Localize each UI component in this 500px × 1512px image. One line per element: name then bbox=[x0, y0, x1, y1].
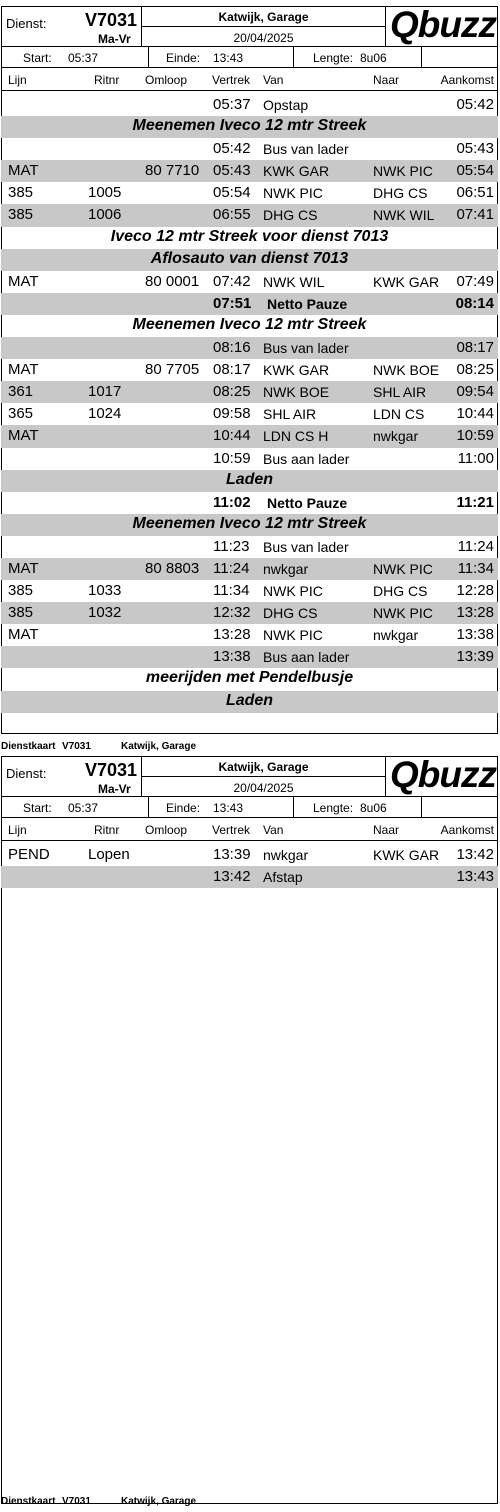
schedule-row bbox=[1, 337, 498, 359]
ritnr-cell: 1033 bbox=[88, 582, 122, 600]
pause-label: Netto Pauze bbox=[267, 295, 348, 312]
ritnr-cell: 1017 bbox=[88, 383, 122, 401]
col-aankomst: Aankomst bbox=[440, 73, 494, 87]
van-cell: Bus van lader bbox=[263, 141, 349, 158]
schedule-row bbox=[1, 602, 498, 624]
pause-row bbox=[1, 293, 498, 315]
van-cell: SHL AIR bbox=[263, 406, 317, 423]
schedule-row bbox=[1, 138, 498, 160]
vertrek-cell: 09:58 bbox=[213, 405, 251, 423]
vertrek-cell: 08:25 bbox=[213, 383, 251, 401]
naar-cell: nwkgar bbox=[373, 627, 419, 644]
naar-cell: KWK GAR bbox=[373, 847, 440, 863]
ritnr-cell: 1032 bbox=[88, 604, 122, 622]
van-cell: NWK PIC bbox=[263, 583, 323, 600]
lijn-cell: 365 bbox=[8, 405, 34, 423]
schedule-rows bbox=[1, 94, 498, 713]
van-cell: DHG CS bbox=[263, 605, 318, 622]
aankomst-cell: 10:59 bbox=[456, 427, 494, 445]
aankomst-cell: 07:49 bbox=[456, 272, 494, 290]
vertrek-cell: 10:44 bbox=[213, 427, 251, 445]
aankomst-cell: 05:42 bbox=[456, 96, 494, 113]
aankomst-cell: 13:42 bbox=[456, 846, 494, 863]
naar-cell: KWK GAR bbox=[373, 273, 440, 290]
location: Katwijk, Garage bbox=[218, 760, 309, 774]
footer-location: Katwijk, Garage bbox=[121, 1496, 197, 1507]
section-banner bbox=[1, 668, 498, 690]
aankomst-cell: 13:39 bbox=[456, 648, 494, 666]
dienst-number: V7031 bbox=[85, 10, 138, 30]
ritnr-cell: 1024 bbox=[88, 405, 122, 423]
schedule-row bbox=[1, 94, 498, 116]
lengte-label: Lengte: bbox=[313, 801, 354, 815]
divider bbox=[141, 26, 386, 27]
vertrek-cell: 05:42 bbox=[213, 140, 251, 158]
banner-text: Laden bbox=[225, 470, 274, 488]
schedule-row bbox=[1, 580, 498, 602]
qbuzz-logo: Qbuzz bbox=[390, 4, 496, 45]
footer-location: Katwijk, Garage bbox=[121, 741, 197, 752]
van-cell: Bus aan lader bbox=[263, 649, 350, 666]
section-banner bbox=[1, 116, 498, 138]
schedule-row bbox=[1, 425, 498, 447]
vertrek-cell: 08:17 bbox=[213, 361, 251, 379]
naar-cell: DHG CS bbox=[373, 583, 428, 600]
lijn-cell: MAT bbox=[8, 361, 39, 379]
col-van: Van bbox=[263, 823, 284, 837]
van-cell: nwkgar bbox=[263, 560, 309, 577]
schedule-row bbox=[1, 403, 498, 425]
vertrek-cell: 13:39 bbox=[213, 846, 251, 863]
col-naar: Naar bbox=[373, 73, 400, 87]
ritnr-cell: 1006 bbox=[88, 206, 122, 224]
section-banner bbox=[1, 514, 498, 536]
col-vertrek: Vertrek bbox=[212, 73, 251, 87]
aankomst-cell: 13:38 bbox=[456, 626, 494, 644]
lijn-cell: MAT bbox=[8, 162, 39, 180]
banner-text: Aflosauto van dienst 7013 bbox=[150, 249, 349, 267]
einde-value: 13:43 bbox=[213, 51, 244, 65]
aankomst-cell: 13:28 bbox=[456, 604, 494, 622]
van-cell: KWK GAR bbox=[263, 362, 330, 379]
col-lijn: Lijn bbox=[8, 823, 27, 837]
naar-cell: nwkgar bbox=[373, 428, 419, 445]
ritnr-cell: 1005 bbox=[88, 184, 122, 202]
footer-number: V7031 bbox=[62, 1496, 91, 1507]
naar-cell: LDN CS bbox=[373, 406, 425, 423]
naar-cell: NWK WIL bbox=[373, 207, 435, 224]
schedule-row bbox=[1, 536, 498, 558]
schedule-row bbox=[1, 866, 498, 888]
vertrek-cell: 11:24 bbox=[213, 559, 250, 577]
section-banner bbox=[1, 227, 498, 249]
col-van: Van bbox=[263, 73, 284, 87]
schedule-row bbox=[1, 448, 498, 470]
naar-cell: NWK BOE bbox=[373, 362, 440, 379]
van-cell: KWK GAR bbox=[263, 163, 330, 180]
divider bbox=[1, 817, 498, 818]
einde-label: Einde: bbox=[166, 801, 201, 815]
shift-times bbox=[1, 47, 498, 67]
page-header bbox=[1, 6, 498, 72]
aankomst-cell: 12:28 bbox=[456, 582, 494, 600]
divider bbox=[1, 90, 498, 91]
schedule-row bbox=[1, 624, 498, 646]
van-cell: NWK BOE bbox=[263, 384, 330, 401]
banner-text: Laden bbox=[225, 691, 274, 709]
start-value: 05:37 bbox=[68, 801, 99, 815]
naar-cell: NWK PIC bbox=[373, 163, 433, 180]
schedule-row bbox=[1, 359, 498, 381]
aankomst-cell: 10:44 bbox=[456, 405, 494, 423]
lijn-cell: 385 bbox=[8, 206, 34, 224]
van-cell: LDN CS H bbox=[263, 428, 329, 445]
vertrek-cell: 11:34 bbox=[213, 582, 250, 600]
schedule-row bbox=[1, 844, 498, 866]
aankomst-cell: 11:24 bbox=[457, 537, 494, 555]
col-ritnr: Ritnr bbox=[94, 73, 120, 87]
page-header bbox=[1, 756, 498, 822]
naar-cell: NWK PIC bbox=[373, 605, 433, 622]
schedule-row bbox=[1, 646, 498, 668]
aankomst-cell: 07:41 bbox=[456, 206, 494, 224]
lijn-cell: 385 bbox=[8, 604, 34, 622]
qbuzz-logo: Qbuzz bbox=[390, 754, 496, 795]
dienst-label: Dienst: bbox=[6, 766, 47, 781]
aankomst-cell: 08:14 bbox=[455, 294, 494, 312]
divider bbox=[293, 47, 294, 67]
divider bbox=[1, 67, 498, 68]
schedule-rows bbox=[1, 844, 498, 888]
aankomst-cell: 08:17 bbox=[456, 339, 494, 357]
van-cell: NWK PIC bbox=[263, 627, 323, 644]
banner-text: Meenemen Iveco 12 mtr Streek bbox=[132, 117, 367, 135]
col-ritnr: Ritnr bbox=[94, 823, 120, 837]
vertrek-cell: 05:37 bbox=[213, 96, 251, 113]
aankomst-cell: 05:43 bbox=[456, 140, 494, 158]
section-banner bbox=[1, 249, 498, 271]
lijn-cell: 385 bbox=[8, 184, 34, 202]
location: Katwijk, Garage bbox=[218, 10, 309, 24]
lijn-cell: 385 bbox=[8, 582, 34, 600]
aankomst-cell: 06:51 bbox=[456, 184, 494, 202]
van-cell: nwkgar bbox=[263, 847, 309, 863]
vertrek-cell: 11:23 bbox=[213, 537, 250, 555]
aankomst-cell: 05:54 bbox=[456, 162, 494, 180]
start-label: Start: bbox=[23, 51, 52, 65]
date: 20/04/2025 bbox=[233, 31, 294, 45]
divider bbox=[148, 47, 149, 67]
schedule-row bbox=[1, 160, 498, 182]
divider bbox=[293, 797, 294, 817]
vertrek-cell: 13:38 bbox=[213, 648, 251, 666]
vertrek-cell: 08:16 bbox=[213, 339, 251, 357]
dienst-label: Dienst: bbox=[6, 16, 47, 31]
lengte-label: Lengte: bbox=[313, 51, 354, 65]
banner-text: Iveco 12 mtr Streek voor dienst 7013 bbox=[110, 227, 389, 245]
divider bbox=[141, 776, 386, 777]
schedule-row bbox=[1, 381, 498, 403]
section-banner bbox=[1, 691, 498, 713]
van-cell: Opstap bbox=[263, 97, 309, 113]
schedule-row bbox=[1, 204, 498, 226]
column-header bbox=[1, 823, 498, 841]
aankomst-cell: 13:43 bbox=[456, 868, 494, 886]
section-banner bbox=[1, 315, 498, 337]
naar-cell: DHG CS bbox=[373, 185, 428, 202]
van-cell: NWK WIL bbox=[263, 273, 325, 290]
van-cell: DHG CS bbox=[263, 207, 318, 224]
omloop-cell: 80 8803 bbox=[145, 559, 200, 577]
col-vertrek: Vertrek bbox=[212, 823, 251, 837]
footer-label: Dienstkaart bbox=[1, 1496, 56, 1507]
vertrek-cell: 05:54 bbox=[213, 184, 251, 202]
banner-text: Meenemen Iveco 12 mtr Streek bbox=[132, 514, 367, 532]
vertrek-cell: 12:32 bbox=[213, 604, 251, 622]
naar-cell: SHL AIR bbox=[373, 384, 427, 401]
divider bbox=[1, 840, 498, 841]
pause-row bbox=[1, 492, 498, 514]
shift-times bbox=[1, 797, 498, 817]
lengte-value: 8u06 bbox=[360, 51, 387, 65]
vertrek-cell: 07:51 bbox=[213, 294, 252, 312]
divider bbox=[421, 797, 422, 817]
vertrek-cell: 06:55 bbox=[213, 206, 251, 224]
lijn-cell: MAT bbox=[8, 559, 39, 577]
naar-cell: NWK PIC bbox=[373, 560, 433, 577]
einde-value: 13:43 bbox=[213, 801, 244, 815]
vertrek-cell: 05:43 bbox=[213, 162, 251, 180]
schedule-row bbox=[1, 271, 498, 293]
aankomst-cell: 09:54 bbox=[456, 383, 494, 401]
footer-label: Dienstkaart bbox=[1, 741, 56, 752]
van-cell: Bus van lader bbox=[263, 538, 349, 555]
vertrek-cell: 13:28 bbox=[213, 626, 251, 644]
vertrek-cell: 10:59 bbox=[213, 449, 251, 467]
van-cell: Afstap bbox=[263, 869, 303, 886]
banner-text: Meenemen Iveco 12 mtr Streek bbox=[132, 315, 367, 333]
start-value: 05:37 bbox=[68, 51, 99, 65]
omloop-cell: 80 0001 bbox=[145, 272, 200, 290]
lengte-value: 8u06 bbox=[360, 801, 387, 815]
ritnr-cell: Lopen bbox=[88, 846, 130, 863]
divider bbox=[148, 797, 149, 817]
column-header bbox=[1, 73, 498, 91]
col-lijn: Lijn bbox=[8, 73, 27, 87]
vertrek-cell: 13:42 bbox=[213, 868, 251, 886]
lijn-cell: MAT bbox=[8, 427, 39, 445]
schedule-row bbox=[1, 182, 498, 204]
dienst-days: Ma-Vr bbox=[98, 782, 131, 796]
van-cell: NWK PIC bbox=[263, 185, 323, 202]
lijn-cell: 361 bbox=[8, 383, 34, 401]
lijn-cell: PEND bbox=[8, 846, 50, 863]
omloop-cell: 80 7710 bbox=[145, 162, 200, 180]
pause-label: Netto Pauze bbox=[267, 494, 348, 511]
einde-label: Einde: bbox=[166, 51, 201, 65]
date: 20/04/2025 bbox=[233, 781, 294, 795]
vertrek-cell: 11:02 bbox=[213, 493, 251, 511]
col-aankomst: Aankomst bbox=[440, 823, 494, 837]
aankomst-cell: 08:25 bbox=[456, 361, 494, 379]
col-omloop: Omloop bbox=[145, 73, 188, 87]
aankomst-cell: 11:21 bbox=[456, 493, 494, 511]
schedule-row bbox=[1, 558, 498, 580]
col-naar: Naar bbox=[373, 823, 400, 837]
footer-number: V7031 bbox=[62, 741, 91, 752]
vertrek-cell: 07:42 bbox=[213, 272, 251, 290]
dienst-number: V7031 bbox=[85, 760, 138, 780]
omloop-cell: 80 7705 bbox=[145, 361, 200, 379]
col-omloop: Omloop bbox=[145, 823, 188, 837]
aankomst-cell: 11:00 bbox=[457, 449, 494, 467]
lijn-cell: MAT bbox=[8, 626, 39, 644]
banner-text: meerijden met Pendelbusje bbox=[145, 669, 354, 687]
aankomst-cell: 11:34 bbox=[457, 559, 494, 577]
start-label: Start: bbox=[23, 801, 52, 815]
van-cell: Bus aan lader bbox=[263, 450, 350, 467]
van-cell: Bus van lader bbox=[263, 340, 349, 357]
section-banner bbox=[1, 470, 498, 492]
lijn-cell: MAT bbox=[8, 272, 39, 290]
divider bbox=[421, 47, 422, 67]
dienst-days: Ma-Vr bbox=[98, 32, 131, 46]
